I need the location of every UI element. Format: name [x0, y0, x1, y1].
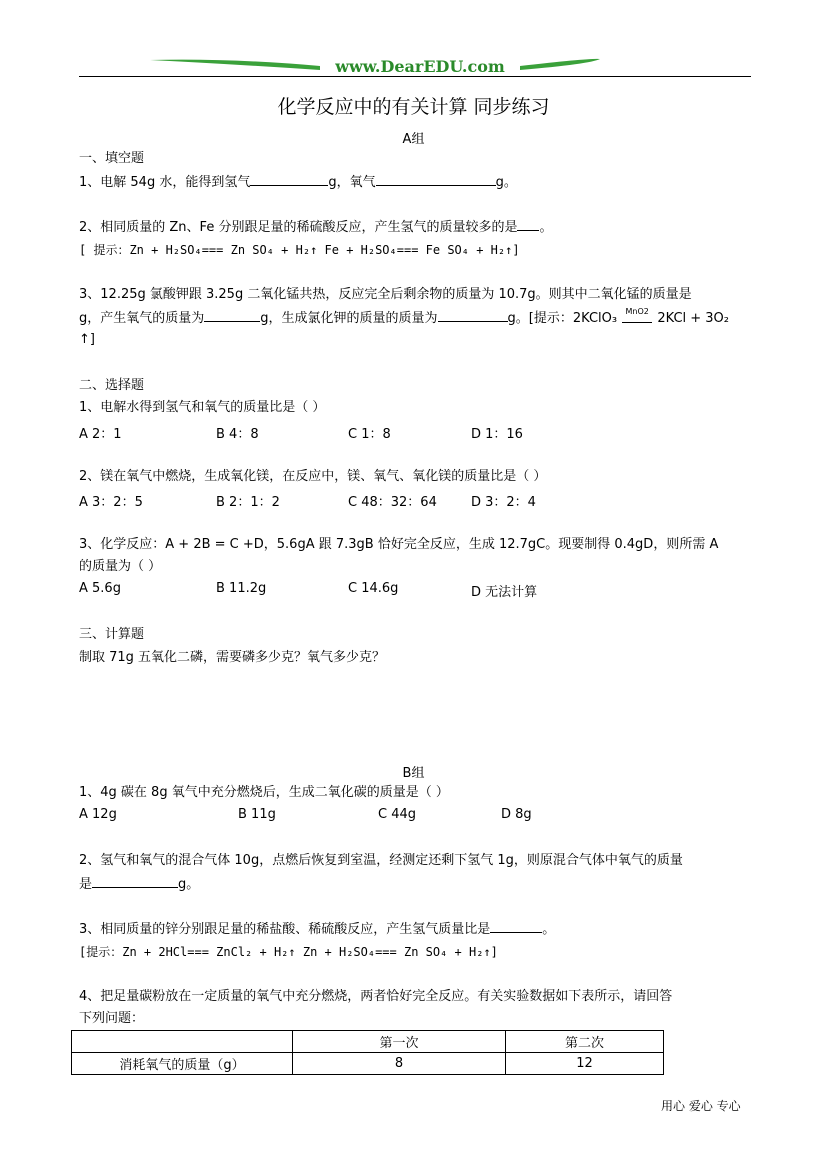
calc-question: 制取 71g 五氧化二磷，需要磷多少克？氧气多少克？	[79, 650, 386, 665]
choice-a3-opt-a: A 5.6g	[79, 581, 121, 596]
question-a2: 2、相同质量的 Zn、Fe 分别跟足量的稀硫酸反应，产生氢气的质量较多的是 。	[79, 220, 553, 235]
question-b3-hint: [提示：Zn + 2HCl=== ZnCl₂ + H₂↑ Zn + H₂SO₄=== Zn SO₄ + H₂↑]	[79, 945, 498, 959]
question-b3: 3、相同质量的锌分别跟足量的稀盐酸、稀硫酸反应，产生氢气质量比是 。	[79, 922, 556, 937]
site-logo	[150, 56, 600, 78]
section-choice: 二、选择题	[79, 378, 145, 393]
question-b1-opt-d: D 8g	[501, 807, 532, 822]
section-fill-blank: 一、填空题	[79, 151, 145, 166]
question-a3-line2: g，产生氧气的质量为 g，生成氯化钾的质量的质量为 g。[提示：2KClO₃ MnO2 2KCl + 3O₂	[79, 307, 730, 326]
choice-a2-opt-a: A 3：2：5	[79, 495, 143, 510]
section-calc: 三、计算题	[79, 627, 145, 642]
choice-a1: 1、电解水得到氢气和氧气的质量比是（ ）	[79, 400, 326, 415]
table-header-cell: 第一次	[293, 1031, 506, 1053]
question-b4-line2: 下列问题：	[79, 1011, 145, 1026]
question-b2-line2: 是 g。	[79, 877, 200, 892]
question-b1-opt-a: A 12g	[79, 807, 117, 822]
choice-a3-line1: 3、化学反应：A + 2B = C +D，5.6gA 跟 7.3gB 恰好完全反应，生成 12.7gC。现要制得 0.4gD，则所需 A	[79, 537, 719, 552]
group-b-label: B组	[402, 766, 425, 781]
choice-a3-opt-b: B 11.2g	[216, 581, 267, 596]
choice-a3-line2: 的质量为（ ）	[79, 559, 162, 574]
choice-a1-opt-a: A 2：1	[79, 427, 122, 442]
choice-a1-opt-b: B 4：8	[216, 427, 259, 442]
question-a3-line3: ↑]	[79, 332, 95, 347]
choice-a2-opt-b: B 2：1：2	[216, 495, 280, 510]
footer-slogan: 用心 爱心 专心	[661, 1099, 741, 1113]
page-title: 化学反应中的有关计算 同步练习	[277, 96, 550, 118]
question-b1-opt-c: C 44g	[378, 807, 417, 822]
question-a3-line1: 3、12.25g 氯酸钾跟 3.25g 二氧化锰共热，反应完全后剩余物的质量为 10.7g。则其中二氧化锰的质量是	[79, 287, 692, 302]
question-b1: 1、4g 碳在 8g 氧气中充分燃烧后，生成二氧化碳的质量是（ ）	[79, 785, 449, 800]
group-a-label: A组	[402, 132, 425, 147]
data-table	[71, 1030, 664, 1075]
choice-a2: 2、镁在氧气中燃烧，生成氧化镁，在反应中，镁、氧气、氧化镁的质量比是（ ）	[79, 469, 547, 484]
choice-a2-opt-c: C 48：32：64	[348, 495, 437, 510]
table-header-cell: 第二次	[506, 1031, 664, 1053]
choice-a1-opt-d: D 1：16	[471, 427, 523, 442]
table-header-cell	[72, 1031, 293, 1053]
question-a2-hint: [ 提示：Zn + H₂SO₄=== Zn SO₄ + H₂↑ Fe + H₂SO₄=== Fe SO₄ + H₂↑]	[79, 243, 520, 257]
choice-a3-opt-d: D 无法计算	[471, 585, 538, 600]
question-b1-opt-b: B 11g	[238, 807, 276, 822]
question-b4-line1: 4、把足量碳粉放在一定质量的氧气中充分燃烧，两者恰好完全反应。有关实验数据如下表所示，请回答	[79, 989, 673, 1004]
choice-a3-opt-c: C 14.6g	[348, 581, 399, 596]
table-header-row	[72, 1031, 664, 1053]
table-cell: 8	[293, 1053, 506, 1075]
table-cell: 消耗氧气的质量（g）	[72, 1053, 293, 1075]
table-cell: 12	[506, 1053, 664, 1075]
question-a1: 1、电解 54g 水，能得到氢气 g，氧气 g。	[79, 175, 517, 190]
choice-a1-opt-c: C 1：8	[348, 427, 391, 442]
header-rule	[79, 76, 751, 77]
table-row	[72, 1053, 664, 1075]
choice-a2-opt-d: D 3：2：4	[471, 495, 536, 510]
question-b2-line1: 2、氢气和氧气的混合气体 10g，点燃后恢复到室温，经测定还剩下氢气 1g，则原混合气体中氧气的质量	[79, 853, 683, 868]
logo-text: www.DearEDU.com	[335, 57, 505, 76]
